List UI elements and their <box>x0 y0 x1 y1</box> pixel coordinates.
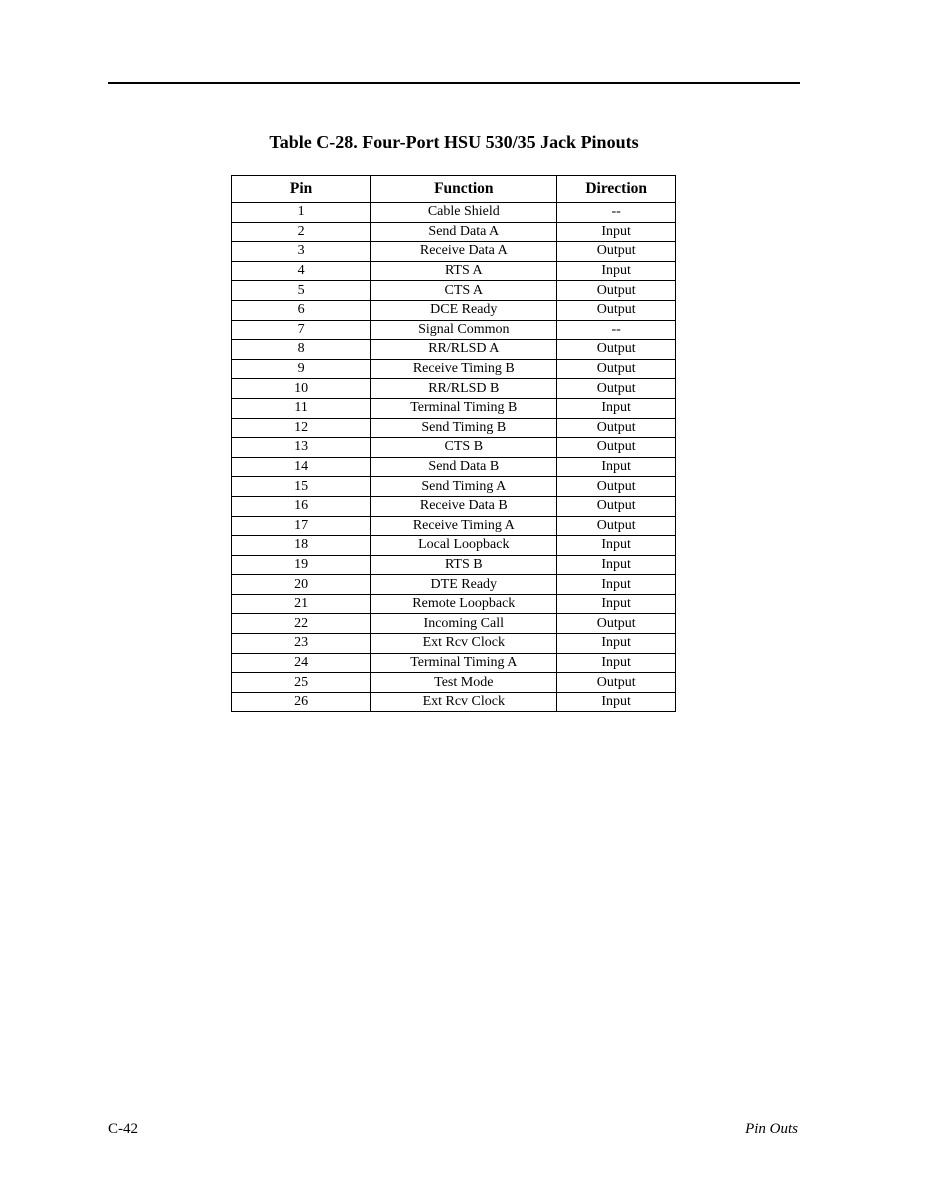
table-row <box>232 222 676 242</box>
column-header-pin: Pin <box>232 176 371 203</box>
direction-cell: Output <box>557 673 676 693</box>
pin-cell: 24 <box>232 653 371 673</box>
table-row <box>232 398 676 418</box>
table-row <box>232 477 676 497</box>
direction-cell: Output <box>557 438 676 458</box>
direction-cell: Input <box>557 555 676 575</box>
direction-cell: Output <box>557 359 676 379</box>
pin-cell: 19 <box>232 555 371 575</box>
function-cell: CTS B <box>371 438 557 458</box>
function-cell: Send Timing B <box>371 418 557 438</box>
pin-cell: 8 <box>232 340 371 360</box>
function-cell: CTS A <box>371 281 557 301</box>
pin-cell: 13 <box>232 438 371 458</box>
function-cell: RR/RLSD B <box>371 379 557 399</box>
table-row <box>232 575 676 595</box>
function-cell: Local Loopback <box>371 536 557 556</box>
table-row <box>232 418 676 438</box>
function-cell: Cable Shield <box>371 203 557 223</box>
direction-cell: Input <box>557 222 676 242</box>
function-cell: Send Data B <box>371 457 557 477</box>
pin-cell: 16 <box>232 496 371 516</box>
direction-cell: Input <box>557 634 676 654</box>
table-title: Table C-28. Four-Port HSU 530/35 Jack Pinouts <box>269 132 639 152</box>
header-rule <box>108 82 800 84</box>
table-row <box>232 692 676 712</box>
pin-cell: 7 <box>232 320 371 340</box>
direction-cell: -- <box>557 203 676 223</box>
function-cell: Signal Common <box>371 320 557 340</box>
pin-cell: 18 <box>232 536 371 556</box>
direction-cell: Output <box>557 477 676 497</box>
table-row <box>232 261 676 281</box>
pin-cell: 1 <box>232 203 371 223</box>
table-row <box>232 281 676 301</box>
pin-cell: 4 <box>232 261 371 281</box>
table-row <box>232 594 676 614</box>
pin-cell: 25 <box>232 673 371 693</box>
pin-cell: 6 <box>232 300 371 320</box>
table-row <box>232 536 676 556</box>
table-row <box>232 634 676 654</box>
pin-cell: 20 <box>232 575 371 595</box>
table-row <box>232 438 676 458</box>
pin-cell: 26 <box>232 692 371 712</box>
function-cell: RTS A <box>371 261 557 281</box>
function-cell: Receive Data A <box>371 242 557 262</box>
function-cell: Test Mode <box>371 673 557 693</box>
table-row <box>232 457 676 477</box>
direction-cell: Input <box>557 261 676 281</box>
pin-cell: 3 <box>232 242 371 262</box>
function-cell: Ext Rcv Clock <box>371 634 557 654</box>
direction-cell: Output <box>557 496 676 516</box>
function-cell: Receive Timing A <box>371 516 557 536</box>
table-row <box>232 320 676 340</box>
direction-cell: Input <box>557 575 676 595</box>
direction-cell: Output <box>557 614 676 634</box>
function-cell: RR/RLSD A <box>371 340 557 360</box>
table-row <box>232 673 676 693</box>
pin-cell: 21 <box>232 594 371 614</box>
direction-cell: Input <box>557 594 676 614</box>
function-cell: Receive Data B <box>371 496 557 516</box>
function-cell: Ext Rcv Clock <box>371 692 557 712</box>
function-cell: RTS B <box>371 555 557 575</box>
page-number: C-42 <box>108 1121 138 1137</box>
pin-cell: 9 <box>232 359 371 379</box>
direction-cell: Output <box>557 418 676 438</box>
column-header-direction: Direction <box>557 176 676 203</box>
direction-cell: Output <box>557 516 676 536</box>
table-header-row <box>232 176 676 203</box>
direction-cell: Output <box>557 379 676 399</box>
pin-cell: 15 <box>232 477 371 497</box>
function-cell: Receive Timing B <box>371 359 557 379</box>
direction-cell: Input <box>557 692 676 712</box>
table-body <box>232 203 676 712</box>
table-row <box>232 555 676 575</box>
pin-cell: 22 <box>232 614 371 634</box>
function-cell: Remote Loopback <box>371 594 557 614</box>
table-row <box>232 379 676 399</box>
pin-cell: 2 <box>232 222 371 242</box>
column-header-function: Function <box>371 176 557 203</box>
direction-cell: Output <box>557 340 676 360</box>
pin-cell: 23 <box>232 634 371 654</box>
direction-cell: Input <box>557 398 676 418</box>
direction-cell: -- <box>557 320 676 340</box>
table-row <box>232 203 676 223</box>
function-cell: Incoming Call <box>371 614 557 634</box>
pin-cell: 5 <box>232 281 371 301</box>
table-row <box>232 496 676 516</box>
table-row <box>232 653 676 673</box>
pin-cell: 14 <box>232 457 371 477</box>
function-cell: Send Data A <box>371 222 557 242</box>
direction-cell: Input <box>557 457 676 477</box>
direction-cell: Output <box>557 281 676 301</box>
function-cell: DTE Ready <box>371 575 557 595</box>
table-row <box>232 359 676 379</box>
table-row <box>232 614 676 634</box>
pin-cell: 17 <box>232 516 371 536</box>
direction-cell: Output <box>557 300 676 320</box>
section-name: Pin Outs <box>745 1121 798 1137</box>
table-row <box>232 340 676 360</box>
direction-cell: Input <box>557 536 676 556</box>
pinout-table <box>231 175 676 712</box>
direction-cell: Input <box>557 653 676 673</box>
pin-cell: 12 <box>232 418 371 438</box>
pin-cell: 10 <box>232 379 371 399</box>
function-cell: Send Timing A <box>371 477 557 497</box>
direction-cell: Output <box>557 242 676 262</box>
table-row <box>232 242 676 262</box>
table-row <box>232 516 676 536</box>
function-cell: Terminal Timing B <box>371 398 557 418</box>
table-row <box>232 300 676 320</box>
pin-cell: 11 <box>232 398 371 418</box>
function-cell: Terminal Timing A <box>371 653 557 673</box>
function-cell: DCE Ready <box>371 300 557 320</box>
